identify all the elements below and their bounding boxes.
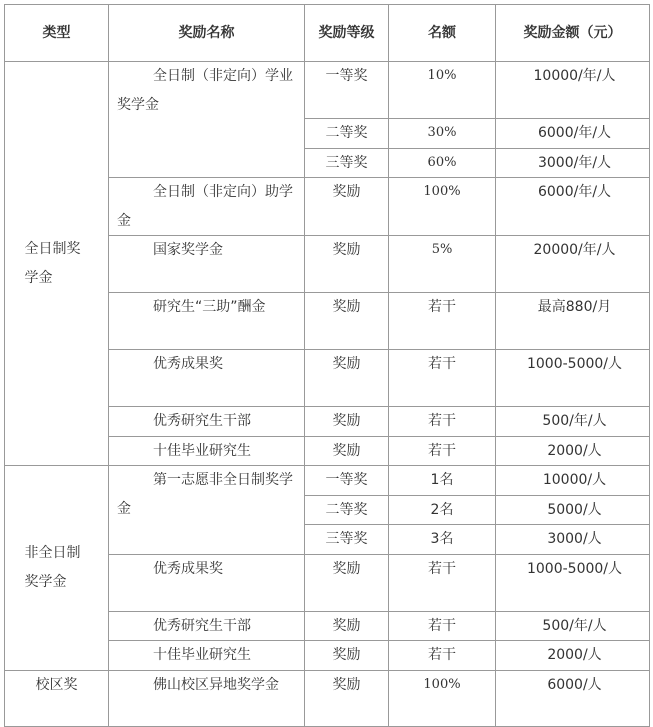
header-level: 奖励等级 [305, 5, 389, 62]
header-name: 奖励名称 [109, 5, 305, 62]
award-level: 奖励 [305, 436, 389, 466]
award-name: 十佳毕业研究生 [109, 641, 305, 671]
award-name: 第一志愿非全日制奖学金 [109, 466, 305, 555]
award-level: 三等奖 [305, 525, 389, 555]
award-quota: 100% [389, 178, 496, 236]
award-quota: 若干 [389, 641, 496, 671]
award-level: 奖励 [305, 611, 389, 641]
award-amount: 5000/人 [496, 495, 650, 525]
award-amount: 最高880/月 [496, 293, 650, 350]
award-level: 奖励 [305, 641, 389, 671]
award-level: 奖励 [305, 236, 389, 293]
award-name: 优秀成果奖 [109, 350, 305, 407]
table-row [5, 62, 650, 119]
award-level: 奖励 [305, 178, 389, 236]
award-amount: 1000-5000/人 [496, 554, 650, 611]
award-level: 二等奖 [305, 119, 389, 149]
header-type: 类型 [5, 5, 109, 62]
award-name: 十佳毕业研究生 [109, 436, 305, 466]
award-name: 优秀研究生干部 [109, 407, 305, 437]
type-cell [5, 466, 109, 671]
award-level: 奖励 [305, 407, 389, 437]
award-name: 研究生“三助”酬金 [109, 293, 305, 350]
award-name: 优秀研究生干部 [109, 611, 305, 641]
type-label: 全日制奖学金 [24, 241, 81, 286]
award-quota: 若干 [389, 350, 496, 407]
award-quota: 30% [389, 119, 496, 149]
award-level: 奖励 [305, 554, 389, 611]
award-amount: 10000/年/人 [496, 62, 650, 119]
type-label: 非全日制奖学金 [24, 545, 81, 590]
award-name: 全日制（非定向）助学金 [109, 178, 305, 236]
award-amount: 3000/年/人 [496, 148, 650, 178]
award-quota: 3名 [389, 525, 496, 555]
award-level: 一等奖 [305, 62, 389, 119]
award-amount: 6000/年/人 [496, 119, 650, 149]
award-name: 佛山校区异地奖学金 [109, 670, 305, 726]
award-level: 奖励 [305, 293, 389, 350]
award-quota: 若干 [389, 436, 496, 466]
award-amount: 2000/人 [496, 436, 650, 466]
header-amount: 奖励金额（元） [496, 5, 650, 62]
award-level: 奖励 [305, 350, 389, 407]
award-quota: 100% [389, 670, 496, 726]
header-quota: 名额 [389, 5, 496, 62]
award-name: 国家奖学金 [109, 236, 305, 293]
award-amount: 6000/人 [496, 670, 650, 726]
award-quota: 若干 [389, 407, 496, 437]
table-row [5, 466, 650, 496]
award-quota: 2名 [389, 495, 496, 525]
award-name: 全日制（非定向）学业奖学金 [109, 62, 305, 178]
award-amount: 500/年/人 [496, 611, 650, 641]
table-header-row [5, 5, 650, 62]
award-amount: 1000-5000/人 [496, 350, 650, 407]
table-row [5, 670, 650, 726]
award-level: 奖励 [305, 670, 389, 726]
award-level: 三等奖 [305, 148, 389, 178]
award-quota: 若干 [389, 293, 496, 350]
award-amount: 6000/年/人 [496, 178, 650, 236]
award-amount: 20000/年/人 [496, 236, 650, 293]
type-cell [5, 62, 109, 466]
award-amount: 10000/人 [496, 466, 650, 496]
award-amount: 3000/人 [496, 525, 650, 555]
type-label: 校区奖 [5, 670, 109, 726]
award-quota: 10% [389, 62, 496, 119]
award-amount: 500/年/人 [496, 407, 650, 437]
award-quota: 若干 [389, 554, 496, 611]
award-amount: 2000/人 [496, 641, 650, 671]
scholarship-table [4, 4, 650, 727]
award-quota: 若干 [389, 611, 496, 641]
award-level: 二等奖 [305, 495, 389, 525]
award-quota: 60% [389, 148, 496, 178]
award-name: 优秀成果奖 [109, 554, 305, 611]
award-quota: 5% [389, 236, 496, 293]
award-level: 一等奖 [305, 466, 389, 496]
award-quota: 1名 [389, 466, 496, 496]
